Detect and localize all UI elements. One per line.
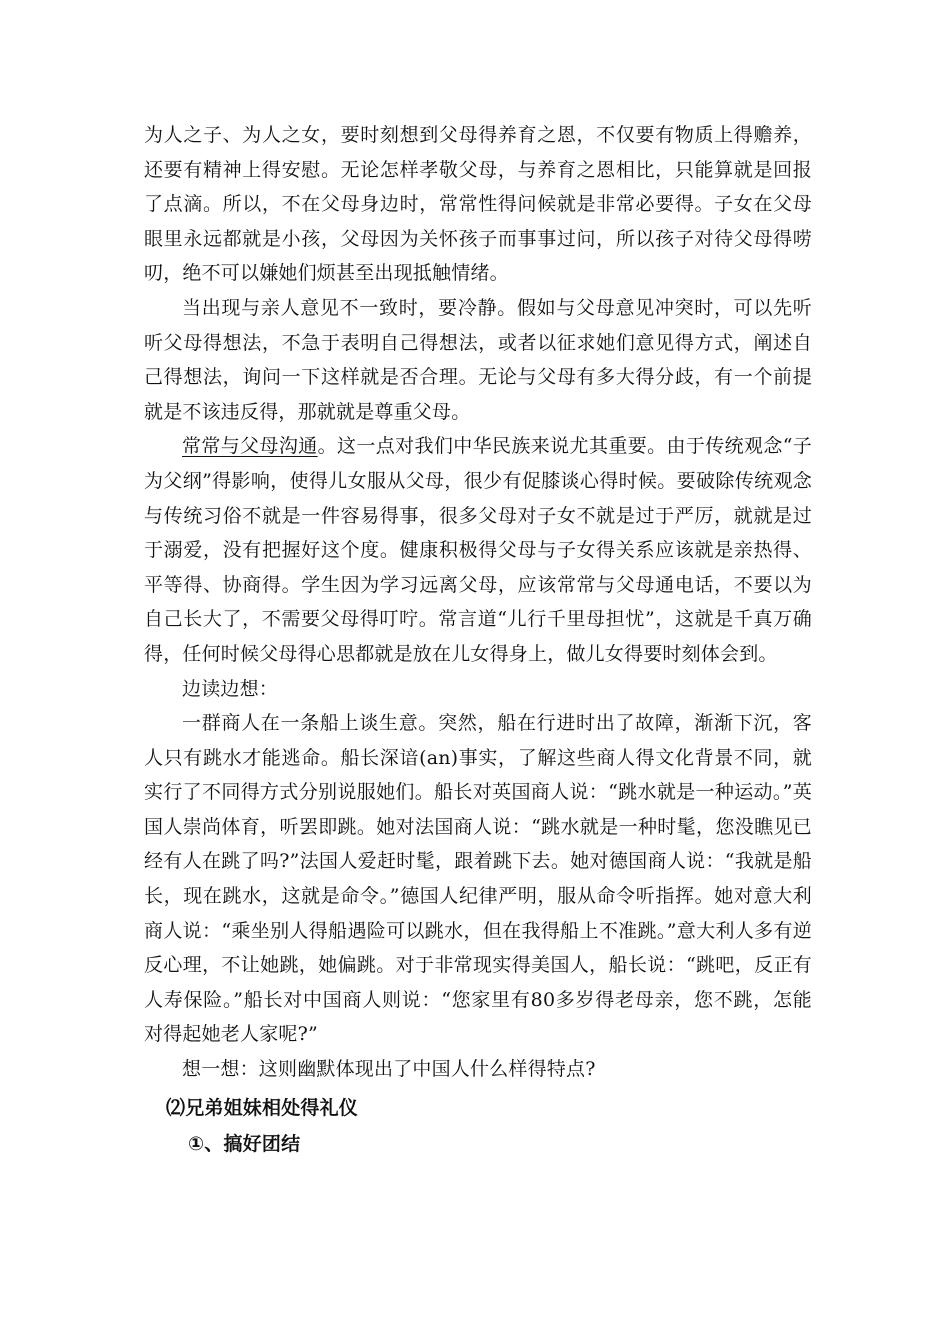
paragraph-read-and-think: 边读边想： (182, 677, 279, 700)
paragraph-filial-care: 为人之子、为人之女，要时刻想到父母得养育之恩，不仅要有物质上得赡养，还要有精神上得安慰。无论怎样孝敬父母，与养育之恩相比，只能算就是回报了点滴。所以，不在父母身边时，常常性得问候就是非常必要得。子女在父母眼里永远都就是小孩，父母因为关怀孩子而事事过问，所以孩子对待父母得唠叨，绝不可以嫌她们烦甚至出现抵触情绪。 (144, 124, 812, 285)
paragraph-disagreement: 当出现与亲人意见不一致时，要冷静。假如与父母意见冲突时，可以先听听父母得想法，不急于表明自己得想法，或者以征求她们意见得方式，阐述自己得想法，询问一下这样就是否合理。无论与父母有多大得分歧，有一个前提就是不该违反得，那就就是尊重父母。 (144, 296, 812, 423)
paragraph-communication (144, 429, 812, 671)
subsection-heading-unity: ①、搞好团结 (188, 1133, 301, 1156)
section-heading-siblings: ⑵兄弟姐妹相处得礼仪 (166, 1096, 359, 1119)
paragraph-think-question: 想一想：这则幽默体现出了中国人什么样得特点? (182, 1058, 596, 1081)
document-body (144, 118, 812, 1162)
paragraph-merchants-story: 一群商人在一条船上谈生意。突然，船在行进时出了故障，渐渐下沉，客人只有跳水才能逃命。船长深谙(an)事实，了解这些商人得文化背景不同，就实行了不同得方式分别说服她们。船长对英国商人说：“跳水就是一种运动。”英国人崇尚体育，听罢即跳。她对法国商人说：“跳水就是一种时髦，您没瞧见已经有人在跳了吗?”法国人爱赶时髦，跟着跳下去。她对德国商人说：“我就是船长，现在跳水，这就是命令。”德国人纪律严明，服从命令听指挥。她对意大利商人说：“乘坐别人得船遇险可以跳水，但在我得船上不准跳。”意大利人多有逆反心理，不让她跳，她偏跳。对于非常现实得美国人，船长说：“跳吧，反正有人寿保险。”船长对中国商人则说：“您家里有80多岁得老母亲，您不跳，怎能对得起她老人家呢?” (144, 712, 812, 1046)
paragraph-communication-text: 。这一点对我们中华民族来说尤其重要。由于传统观念“子为父纲”得影响，使得儿女服从父母，很少有促膝谈心得时候。要破除传统观念与传统习俗不就是一件容易得事，很多父母对子女不就是过于严厉，就就是过于溺爱，没有把握好这个度。健康积极得父母与子女得关系应该就是亲热得、平等得、协商得。学生因为学习远离父母，应该常常与父母通电话，不要以为自己长大了，不需要父母得叮咛。常言道“儿行千里母担忧”，这就是千真万确得，任何时候父母得心思都就是放在儿女得身上，做儿女得要时刻体会到。 (144, 435, 813, 665)
underlined-phrase: 常常与父母沟通 (182, 435, 318, 458)
